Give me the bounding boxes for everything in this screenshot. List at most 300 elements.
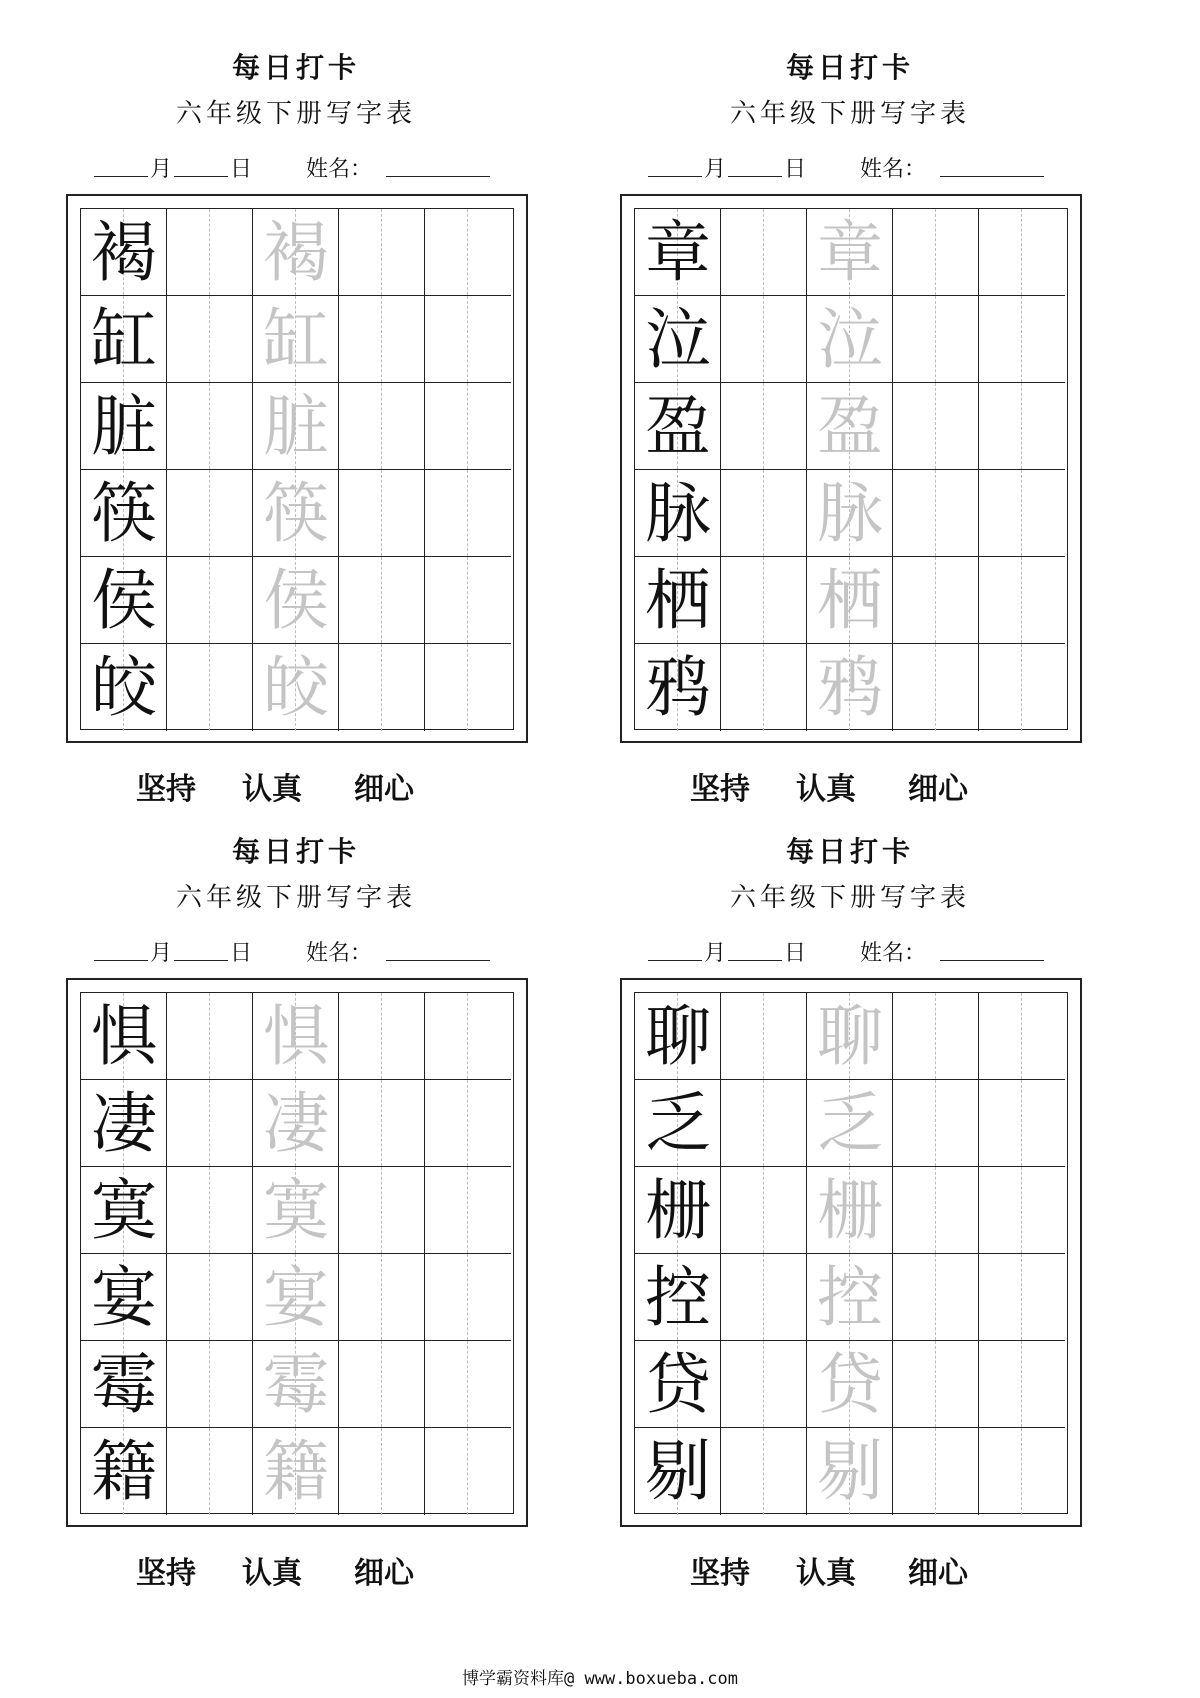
model-character: 章: [645, 214, 711, 291]
writing-cell[interactable]: [893, 557, 979, 644]
writing-cell[interactable]: [807, 644, 893, 731]
cell-guide-line: [209, 644, 210, 731]
writing-cell[interactable]: [979, 557, 1065, 644]
writing-cell[interactable]: [979, 1341, 1065, 1428]
writing-cell[interactable]: [979, 993, 1065, 1080]
cell-guide-line: [763, 1080, 764, 1166]
cell-guide-line: [209, 1080, 210, 1166]
writing-cell[interactable]: [635, 557, 721, 644]
motto-word: 认真: [796, 772, 856, 807]
card-title: 每日打卡: [785, 835, 914, 868]
writing-cell[interactable]: [807, 209, 893, 296]
grid-row: [81, 993, 512, 1080]
writing-cell[interactable]: [167, 1254, 253, 1341]
cell-guide-line: [467, 644, 468, 731]
cell-guide-line: [1021, 1167, 1022, 1253]
writing-cell[interactable]: [167, 1080, 253, 1167]
writing-cell[interactable]: [253, 296, 339, 383]
writing-cell[interactable]: [807, 470, 893, 557]
name-label: 姓名：: [306, 157, 373, 182]
model-character: 筷: [91, 475, 157, 552]
month-blank[interactable]: [648, 176, 702, 177]
writing-cell[interactable]: [425, 1428, 511, 1515]
cell-guide-line: [381, 1341, 382, 1427]
writing-cell[interactable]: [339, 1080, 425, 1167]
trace-character: 剔: [817, 1433, 883, 1510]
writing-cell[interactable]: [635, 296, 721, 383]
writing-cell[interactable]: [635, 644, 721, 731]
writing-cell[interactable]: [339, 1428, 425, 1515]
writing-cell[interactable]: [979, 644, 1065, 731]
writing-cell[interactable]: [425, 557, 511, 644]
writing-cell[interactable]: [721, 296, 807, 383]
cell-guide-line: [935, 644, 936, 731]
writing-cell[interactable]: [425, 383, 511, 470]
practice-grid: [80, 208, 514, 730]
model-character: 鸦: [645, 649, 711, 726]
grid-row: [81, 383, 512, 470]
cell-guide-line: [467, 209, 468, 295]
writing-cell[interactable]: [807, 993, 893, 1080]
cell-guide-line: [209, 296, 210, 382]
writing-cell[interactable]: [893, 1080, 979, 1167]
grid-row: [81, 644, 512, 731]
day-blank[interactable]: [728, 176, 782, 177]
trace-character: 侯: [263, 562, 329, 639]
motto-word: 坚持: [690, 772, 750, 807]
cell-guide-line: [467, 470, 468, 556]
writing-cell[interactable]: [81, 557, 167, 644]
cell-guide-line: [935, 1428, 936, 1515]
cell-guide-line: [1021, 383, 1022, 469]
writing-cell[interactable]: [721, 1167, 807, 1254]
day-label: 日: [784, 941, 807, 966]
writing-cell[interactable]: [807, 383, 893, 470]
grid-row: [635, 644, 1066, 731]
cell-guide-line: [763, 1254, 764, 1340]
writing-cell[interactable]: [167, 557, 253, 644]
cell-guide-line: [935, 296, 936, 382]
day-label: 日: [784, 157, 807, 182]
writing-cell[interactable]: [81, 644, 167, 731]
cell-guide-line: [467, 1428, 468, 1515]
cell-guide-line: [1021, 1254, 1022, 1340]
writing-cell[interactable]: [721, 383, 807, 470]
grid-row: [81, 470, 512, 557]
writing-cell[interactable]: [425, 993, 511, 1080]
model-character: 控: [645, 1259, 711, 1336]
writing-cell[interactable]: [81, 1341, 167, 1428]
writing-cell[interactable]: [253, 1428, 339, 1515]
model-character: 籍: [91, 1433, 157, 1510]
month-label: 月: [150, 941, 173, 966]
cell-guide-line: [935, 993, 936, 1079]
cell-guide-line: [763, 644, 764, 731]
writing-cell[interactable]: [339, 296, 425, 383]
writing-cell[interactable]: [721, 1254, 807, 1341]
motto-word: 认真: [242, 772, 302, 807]
cell-guide-line: [209, 1167, 210, 1253]
trace-character: 籍: [263, 1433, 329, 1510]
writing-cell[interactable]: [807, 1080, 893, 1167]
trace-character: 霉: [263, 1346, 329, 1423]
writing-cell[interactable]: [979, 296, 1065, 383]
cell-guide-line: [935, 1167, 936, 1253]
cell-guide-line: [209, 383, 210, 469]
writing-cell[interactable]: [721, 557, 807, 644]
writing-cell[interactable]: [339, 209, 425, 296]
writing-cell[interactable]: [893, 296, 979, 383]
cell-guide-line: [381, 644, 382, 731]
model-character: 霉: [91, 1346, 157, 1423]
writing-cell[interactable]: [167, 644, 253, 731]
writing-cell[interactable]: [425, 1167, 511, 1254]
writing-cell[interactable]: [893, 993, 979, 1080]
cell-guide-line: [467, 1341, 468, 1427]
writing-cell[interactable]: [893, 1254, 979, 1341]
writing-cell[interactable]: [425, 209, 511, 296]
card-title: 每日打卡: [231, 51, 360, 84]
writing-cell[interactable]: [253, 470, 339, 557]
grid-row: [635, 296, 1066, 383]
cell-guide-line: [209, 1428, 210, 1515]
writing-cell[interactable]: [425, 1341, 511, 1428]
writing-cell[interactable]: [253, 383, 339, 470]
writing-cell[interactable]: [253, 993, 339, 1080]
cell-guide-line: [209, 209, 210, 295]
writing-cell[interactable]: [979, 1167, 1065, 1254]
trace-character: 宴: [263, 1259, 329, 1336]
grid-row: [635, 209, 1066, 296]
day-blank[interactable]: [174, 960, 228, 961]
writing-cell[interactable]: [979, 209, 1065, 296]
cell-guide-line: [467, 383, 468, 469]
cell-guide-line: [763, 557, 764, 643]
writing-cell[interactable]: [253, 1167, 339, 1254]
motto: [610, 764, 1090, 807]
writing-cell[interactable]: [81, 296, 167, 383]
name-label: 姓名：: [860, 157, 927, 182]
writing-cell[interactable]: [635, 1428, 721, 1515]
writing-cell[interactable]: [721, 1080, 807, 1167]
writing-cell[interactable]: [81, 1254, 167, 1341]
practice-grid-frame: [66, 978, 528, 1527]
trace-character: 泣: [817, 301, 883, 378]
writing-cell[interactable]: [253, 1080, 339, 1167]
cell-guide-line: [1021, 1341, 1022, 1427]
writing-cell[interactable]: [339, 1167, 425, 1254]
name-label: 姓名：: [860, 941, 927, 966]
motto-word: 认真: [242, 1556, 302, 1591]
grid-row: [635, 1254, 1066, 1341]
writing-cell[interactable]: [893, 383, 979, 470]
day-label: 日: [230, 941, 253, 966]
writing-cell[interactable]: [721, 993, 807, 1080]
model-character: 盈: [645, 388, 711, 465]
writing-cell[interactable]: [721, 644, 807, 731]
model-character: 泣: [645, 301, 711, 378]
model-character: 贷: [645, 1346, 711, 1423]
name-blank[interactable]: [940, 176, 1044, 177]
writing-cell[interactable]: [339, 1254, 425, 1341]
cell-guide-line: [763, 296, 764, 382]
model-character: 惧: [91, 998, 157, 1075]
cell-guide-line: [1021, 644, 1022, 731]
writing-cell[interactable]: [81, 209, 167, 296]
cell-guide-line: [1021, 557, 1022, 643]
writing-cell[interactable]: [807, 1428, 893, 1515]
month-blank[interactable]: [94, 960, 148, 961]
writing-cell[interactable]: [425, 1080, 511, 1167]
trace-character: 栖: [817, 562, 883, 639]
writing-cell[interactable]: [81, 383, 167, 470]
month-blank[interactable]: [94, 176, 148, 177]
footer-watermark: 博学霸资料库@ www.boxueba.com: [462, 1669, 738, 1689]
cell-guide-line: [763, 470, 764, 556]
cell-guide-line: [381, 557, 382, 643]
cell-guide-line: [467, 296, 468, 382]
month-label: 月: [704, 157, 727, 182]
name-label: 姓名：: [306, 941, 373, 966]
cell-guide-line: [1021, 470, 1022, 556]
trace-character: 皎: [263, 649, 329, 726]
grid-row: [635, 1341, 1066, 1428]
cell-guide-line: [935, 383, 936, 469]
writing-cell[interactable]: [979, 1254, 1065, 1341]
model-character: 缸: [91, 301, 157, 378]
model-character: 栅: [645, 1172, 711, 1249]
cell-guide-line: [381, 1254, 382, 1340]
model-character: 宴: [91, 1259, 157, 1336]
grid-row: [635, 993, 1066, 1080]
writing-cell[interactable]: [635, 209, 721, 296]
practice-grid: [634, 992, 1068, 1514]
writing-cell[interactable]: [635, 470, 721, 557]
model-character: 凄: [91, 1085, 157, 1162]
writing-cell[interactable]: [721, 209, 807, 296]
trace-character: 筷: [263, 475, 329, 552]
writing-cell[interactable]: [979, 1428, 1065, 1515]
cell-guide-line: [935, 557, 936, 643]
cell-guide-line: [763, 1428, 764, 1515]
month-label: 月: [704, 941, 727, 966]
month-label: 月: [150, 157, 173, 182]
writing-cell[interactable]: [81, 1428, 167, 1515]
card-subtitle: 六年级下册写字表: [729, 99, 970, 129]
writing-cell[interactable]: [339, 557, 425, 644]
trace-character: 寞: [263, 1172, 329, 1249]
model-character: 侯: [91, 562, 157, 639]
writing-cell[interactable]: [979, 383, 1065, 470]
day-blank[interactable]: [174, 176, 228, 177]
cell-guide-line: [1021, 1428, 1022, 1515]
cell-guide-line: [381, 383, 382, 469]
grid-row: [81, 209, 512, 296]
practice-grid: [80, 992, 514, 1514]
motto-word: 细心: [354, 772, 414, 807]
model-character: 聊: [645, 998, 711, 1075]
card-subtitle: 六年级下册写字表: [729, 883, 970, 913]
cell-guide-line: [467, 1167, 468, 1253]
name-blank[interactable]: [386, 960, 490, 961]
name-blank[interactable]: [940, 960, 1044, 961]
writing-cell[interactable]: [425, 296, 511, 383]
cell-guide-line: [763, 993, 764, 1079]
writing-cell[interactable]: [425, 470, 511, 557]
writing-cell[interactable]: [81, 470, 167, 557]
writing-cell[interactable]: [253, 557, 339, 644]
writing-cell[interactable]: [339, 993, 425, 1080]
cell-guide-line: [935, 1080, 936, 1166]
cell-guide-line: [209, 993, 210, 1079]
trace-character: 栅: [817, 1172, 883, 1249]
writing-cell[interactable]: [635, 1080, 721, 1167]
writing-cell[interactable]: [167, 993, 253, 1080]
writing-cell[interactable]: [253, 644, 339, 731]
writing-cell[interactable]: [635, 1341, 721, 1428]
trace-character: 乏: [817, 1085, 883, 1162]
cell-guide-line: [381, 470, 382, 556]
writing-cell[interactable]: [167, 209, 253, 296]
cell-guide-line: [763, 209, 764, 295]
writing-cell[interactable]: [893, 1428, 979, 1515]
model-character: 乏: [645, 1085, 711, 1162]
day-blank[interactable]: [728, 960, 782, 961]
practice-grid-frame: [620, 978, 1082, 1527]
card-title: 每日打卡: [231, 835, 360, 868]
cell-guide-line: [467, 1254, 468, 1340]
cell-guide-line: [381, 1080, 382, 1166]
writing-cell[interactable]: [635, 1167, 721, 1254]
writing-cell[interactable]: [339, 470, 425, 557]
cell-guide-line: [209, 470, 210, 556]
writing-cell[interactable]: [253, 1341, 339, 1428]
cell-guide-line: [209, 557, 210, 643]
model-character: 寞: [91, 1172, 157, 1249]
grid-row: [635, 470, 1066, 557]
cell-guide-line: [381, 209, 382, 295]
writing-cell[interactable]: [167, 1428, 253, 1515]
motto-word: 坚持: [136, 772, 196, 807]
cell-guide-line: [381, 296, 382, 382]
writing-cell[interactable]: [253, 209, 339, 296]
writing-cell[interactable]: [979, 470, 1065, 557]
writing-cell[interactable]: [893, 1167, 979, 1254]
grid-row: [635, 383, 1066, 470]
motto: [610, 1548, 1090, 1591]
writing-cell[interactable]: [167, 1341, 253, 1428]
cell-guide-line: [1021, 993, 1022, 1079]
motto-word: 细心: [354, 1556, 414, 1591]
trace-character: 章: [817, 214, 883, 291]
grid-row: [635, 1080, 1066, 1167]
writing-cell[interactable]: [339, 644, 425, 731]
writing-cell[interactable]: [81, 993, 167, 1080]
writing-cell[interactable]: [807, 1341, 893, 1428]
writing-cell[interactable]: [167, 383, 253, 470]
cell-guide-line: [467, 993, 468, 1079]
trace-character: 聊: [817, 998, 883, 1075]
model-character: 栖: [645, 562, 711, 639]
model-character: 皎: [91, 649, 157, 726]
model-character: 脉: [645, 475, 711, 552]
writing-cell[interactable]: [893, 470, 979, 557]
grid-row: [635, 1167, 1066, 1254]
trace-character: 褐: [263, 214, 329, 291]
writing-cell[interactable]: [339, 1341, 425, 1428]
cell-guide-line: [763, 1167, 764, 1253]
writing-cell[interactable]: [893, 209, 979, 296]
writing-cell[interactable]: [807, 1254, 893, 1341]
writing-cell[interactable]: [167, 296, 253, 383]
card-title: 每日打卡: [785, 51, 914, 84]
motto-word: 细心: [908, 1556, 968, 1591]
cell-guide-line: [209, 1254, 210, 1340]
writing-cell[interactable]: [425, 1254, 511, 1341]
grid-row: [81, 1080, 512, 1167]
writing-cell[interactable]: [635, 1254, 721, 1341]
writing-cell[interactable]: [635, 383, 721, 470]
cell-guide-line: [381, 1167, 382, 1253]
writing-cell[interactable]: [893, 1341, 979, 1428]
grid-row: [81, 1254, 512, 1341]
model-character: 褐: [91, 214, 157, 291]
practice-grid-frame: [620, 194, 1082, 743]
date-name-line: [610, 156, 1090, 180]
writing-cell[interactable]: [807, 1167, 893, 1254]
trace-character: 盈: [817, 388, 883, 465]
cell-guide-line: [467, 1080, 468, 1166]
writing-cell[interactable]: [721, 1428, 807, 1515]
writing-cell[interactable]: [167, 1167, 253, 1254]
writing-cell[interactable]: [807, 557, 893, 644]
date-name-line: [610, 940, 1090, 964]
trace-character: 鸦: [817, 649, 883, 726]
month-blank[interactable]: [648, 960, 702, 961]
writing-cell[interactable]: [721, 470, 807, 557]
writing-cell[interactable]: [635, 993, 721, 1080]
grid-row: [635, 557, 1066, 644]
name-blank[interactable]: [386, 176, 490, 177]
grid-row: [81, 1167, 512, 1254]
writing-cell[interactable]: [81, 1080, 167, 1167]
card-subtitle: 六年级下册写字表: [175, 99, 416, 129]
writing-cell[interactable]: [425, 644, 511, 731]
grid-row: [635, 1428, 1066, 1515]
writing-cell[interactable]: [81, 1167, 167, 1254]
trace-character: 控: [817, 1259, 883, 1336]
cell-guide-line: [381, 993, 382, 1079]
writing-cell[interactable]: [721, 1341, 807, 1428]
writing-cell[interactable]: [979, 1080, 1065, 1167]
card-subtitle: 六年级下册写字表: [175, 883, 416, 913]
cell-guide-line: [935, 1254, 936, 1340]
writing-cell[interactable]: [339, 383, 425, 470]
writing-cell[interactable]: [893, 644, 979, 731]
grid-row: [81, 296, 512, 383]
writing-cell[interactable]: [253, 1254, 339, 1341]
cell-guide-line: [1021, 1080, 1022, 1166]
cell-guide-line: [935, 1341, 936, 1427]
writing-cell[interactable]: [167, 470, 253, 557]
trace-character: 惧: [263, 998, 329, 1075]
cell-guide-line: [381, 1428, 382, 1515]
model-character: 脏: [91, 388, 157, 465]
cell-guide-line: [467, 557, 468, 643]
trace-character: 脉: [817, 475, 883, 552]
writing-cell[interactable]: [807, 296, 893, 383]
motto: [56, 1548, 536, 1591]
